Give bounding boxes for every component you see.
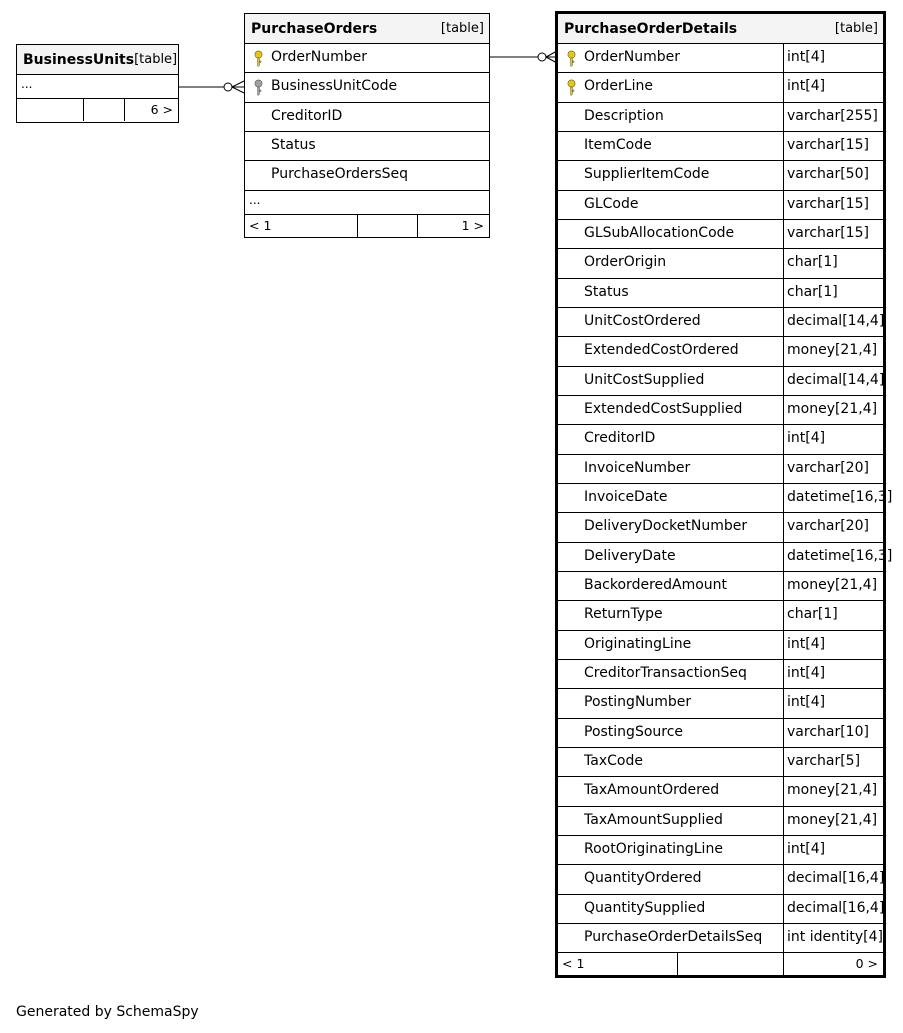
table-title[interactable]: PurchaseOrders xyxy=(251,20,378,37)
column-type: varchar[15] xyxy=(787,224,869,241)
column-divider xyxy=(783,191,784,219)
column-row[interactable] xyxy=(558,308,883,337)
column-name: OriginatingLine xyxy=(584,635,692,652)
link-businessunits-purchaseorders xyxy=(179,81,244,93)
children-count[interactable]: 1 > xyxy=(461,217,484,233)
column-divider xyxy=(783,161,784,189)
column-divider xyxy=(783,484,784,512)
column-name: PostingSource xyxy=(584,723,684,740)
column-row[interactable] xyxy=(558,836,883,865)
column-row[interactable] xyxy=(558,220,883,249)
column-divider xyxy=(783,73,784,101)
column-row[interactable] xyxy=(558,777,883,806)
table-footer xyxy=(17,99,178,121)
column-row[interactable] xyxy=(558,543,893,572)
column-name: PurchaseOrderDetailsSeq xyxy=(584,928,763,945)
table-header[interactable] xyxy=(245,14,489,44)
link-purchaseorders-details xyxy=(490,51,557,63)
footer-divider xyxy=(357,215,358,237)
column-row[interactable] xyxy=(558,249,883,278)
table-purchaseorderdetails[interactable] xyxy=(555,11,893,978)
table-title[interactable]: PurchaseOrderDetails xyxy=(564,20,738,37)
column-type: int[4] xyxy=(787,635,826,652)
column-name: TaxAmountOrdered xyxy=(584,782,720,799)
table-header[interactable] xyxy=(17,45,178,75)
column-type: varchar[5] xyxy=(787,752,861,769)
column-type: decimal[16,4] xyxy=(787,870,885,887)
column-divider xyxy=(783,748,784,776)
column-type: varchar[10] xyxy=(787,723,869,740)
column-name: ExtendedCostOrdered xyxy=(584,342,739,359)
column-type: int[4] xyxy=(787,78,826,95)
column-divider xyxy=(783,308,784,336)
table-type-tag: [table] xyxy=(134,52,178,67)
column-row[interactable] xyxy=(558,513,883,542)
column-row[interactable] xyxy=(558,484,893,513)
children-count[interactable]: 0 > xyxy=(855,956,878,972)
column-name: DeliveryDate xyxy=(584,547,676,564)
parents-count[interactable]: < 1 xyxy=(249,217,272,233)
column-name: OrderNumber xyxy=(271,49,368,65)
column-divider xyxy=(783,44,784,72)
column-name: TaxCode xyxy=(584,752,643,769)
column-divider xyxy=(783,103,784,131)
column-type: money[21,4] xyxy=(787,400,878,417)
column-name: CreditorTransactionSeq xyxy=(584,664,747,681)
column-divider xyxy=(783,719,784,747)
column-divider xyxy=(783,924,784,952)
column-row[interactable] xyxy=(558,425,883,454)
column-type: money[21,4] xyxy=(787,811,878,828)
column-divider xyxy=(783,513,784,541)
column-row[interactable] xyxy=(558,279,883,308)
column-row[interactable] xyxy=(558,719,883,748)
table-businessunits[interactable] xyxy=(16,44,179,123)
column-row[interactable] xyxy=(245,161,489,190)
column-name: GLCode xyxy=(584,195,639,212)
column-name: CreditorID xyxy=(271,107,343,124)
column-type: datetime[16,3] xyxy=(787,488,893,505)
column-divider xyxy=(783,279,784,307)
footer-divider xyxy=(83,99,84,121)
column-type: money[21,4] xyxy=(787,782,878,799)
column-type: char[1] xyxy=(787,606,838,623)
more-columns-ellipsis: ... xyxy=(17,75,178,99)
column-name: QuantitySupplied xyxy=(584,899,706,916)
column-type: varchar[20] xyxy=(787,518,869,535)
column-row[interactable] xyxy=(558,895,883,924)
column-row[interactable] xyxy=(245,132,489,161)
column-name: InvoiceNumber xyxy=(584,459,691,476)
generator-credit: Generated by SchemaSpy xyxy=(16,1004,199,1020)
column-row[interactable] xyxy=(558,73,883,102)
column-row[interactable] xyxy=(558,337,883,366)
column-divider xyxy=(783,455,784,483)
column-name: Description xyxy=(584,107,664,124)
column-row[interactable] xyxy=(558,748,883,777)
primary-key-icon xyxy=(253,50,264,67)
column-name: OrderOrigin xyxy=(584,254,667,271)
column-type: varchar[15] xyxy=(787,195,869,212)
footer-divider xyxy=(124,99,125,121)
column-name: CreditorID xyxy=(584,430,656,447)
column-divider xyxy=(783,425,784,453)
primary-key-icon xyxy=(566,79,577,96)
column-type: int[4] xyxy=(787,430,826,447)
column-type: money[21,4] xyxy=(787,576,878,593)
footer-divider xyxy=(677,953,678,975)
column-row[interactable] xyxy=(558,44,883,73)
table-type-tag: [table] xyxy=(834,21,878,36)
column-type: char[1] xyxy=(787,283,838,300)
column-type: char[1] xyxy=(787,254,838,271)
foreign-key-icon xyxy=(253,79,264,96)
column-name: BusinessUnitCode xyxy=(271,78,398,95)
column-name: ExtendedCostSupplied xyxy=(584,400,743,417)
column-name: UnitCostOrdered xyxy=(584,312,701,329)
column-row[interactable] xyxy=(558,865,883,894)
footer-divider xyxy=(783,953,784,975)
table-title[interactable]: BusinessUnits xyxy=(23,51,135,68)
column-divider xyxy=(783,660,784,688)
column-divider xyxy=(783,631,784,659)
column-type: decimal[14,4] xyxy=(787,371,885,388)
column-type: int[4] xyxy=(787,840,826,857)
column-type: int[4] xyxy=(787,49,826,65)
column-row[interactable] xyxy=(558,455,883,484)
column-row[interactable] xyxy=(245,103,489,132)
column-list xyxy=(558,44,893,953)
column-name: Status xyxy=(584,283,629,300)
column-divider xyxy=(783,865,784,893)
column-name: DeliveryDocketNumber xyxy=(584,518,748,535)
column-list xyxy=(245,44,489,191)
primary-key-icon xyxy=(566,50,577,67)
column-type: varchar[15] xyxy=(787,136,869,153)
column-row[interactable] xyxy=(558,689,883,718)
column-divider xyxy=(783,132,784,160)
column-type: decimal[16,4] xyxy=(787,899,885,916)
column-row[interactable] xyxy=(558,924,883,953)
column-type: varchar[255] xyxy=(787,107,878,124)
footer-divider xyxy=(417,215,418,237)
column-row[interactable] xyxy=(558,396,883,425)
column-name: BackorderedAmount xyxy=(584,576,728,593)
column-row[interactable] xyxy=(558,367,883,396)
column-divider xyxy=(783,895,784,923)
column-row[interactable] xyxy=(558,807,883,836)
column-type: int[4] xyxy=(787,694,826,711)
column-row[interactable] xyxy=(558,103,883,132)
column-row[interactable] xyxy=(558,660,883,689)
column-divider xyxy=(783,543,784,571)
column-name: Status xyxy=(271,136,316,153)
column-name: PostingNumber xyxy=(584,694,692,711)
column-name: TaxAmountSupplied xyxy=(584,811,723,828)
column-name: ItemCode xyxy=(584,136,652,153)
parents-count[interactable]: < 1 xyxy=(562,956,585,972)
children-count[interactable]: 6 > xyxy=(150,102,173,117)
column-divider xyxy=(783,367,784,395)
column-divider xyxy=(783,689,784,717)
table-footer xyxy=(245,215,489,237)
column-divider xyxy=(783,220,784,248)
column-row[interactable] xyxy=(245,73,489,102)
column-divider xyxy=(783,777,784,805)
column-divider xyxy=(783,396,784,424)
column-name: QuantityOrdered xyxy=(584,870,702,887)
column-name: ReturnType xyxy=(584,606,663,623)
column-name: SupplierItemCode xyxy=(584,166,710,183)
column-type: varchar[20] xyxy=(787,459,869,476)
column-divider xyxy=(783,601,784,629)
column-divider xyxy=(783,807,784,835)
column-row[interactable] xyxy=(558,191,883,220)
column-row[interactable] xyxy=(558,572,883,601)
more-columns-ellipsis: ... xyxy=(245,191,489,215)
table-purchaseorders[interactable] xyxy=(244,13,490,238)
column-divider xyxy=(783,836,784,864)
column-row[interactable] xyxy=(558,132,883,161)
table-header[interactable] xyxy=(558,14,883,44)
column-type: int[4] xyxy=(787,664,826,681)
column-name: PurchaseOrdersSeq xyxy=(271,166,409,183)
column-name: UnitCostSupplied xyxy=(584,371,705,388)
table-footer xyxy=(558,953,883,975)
column-type: int identity[4] xyxy=(787,928,883,945)
column-name: OrderLine xyxy=(584,78,653,95)
column-type: money[21,4] xyxy=(787,342,878,359)
column-type: decimal[14,4] xyxy=(787,312,885,329)
column-row[interactable] xyxy=(558,161,883,190)
column-row[interactable] xyxy=(558,601,883,630)
column-row[interactable] xyxy=(245,44,489,73)
column-name: GLSubAllocationCode xyxy=(584,224,735,241)
column-row[interactable] xyxy=(558,631,883,660)
column-name: RootOriginatingLine xyxy=(584,840,723,857)
column-type: datetime[16,3] xyxy=(787,547,893,564)
column-divider xyxy=(783,572,784,600)
column-type: varchar[50] xyxy=(787,166,869,183)
column-name: InvoiceDate xyxy=(584,488,668,505)
column-name: OrderNumber xyxy=(584,49,681,65)
table-type-tag: [table] xyxy=(440,21,484,36)
column-divider xyxy=(783,337,784,365)
column-divider xyxy=(783,249,784,277)
